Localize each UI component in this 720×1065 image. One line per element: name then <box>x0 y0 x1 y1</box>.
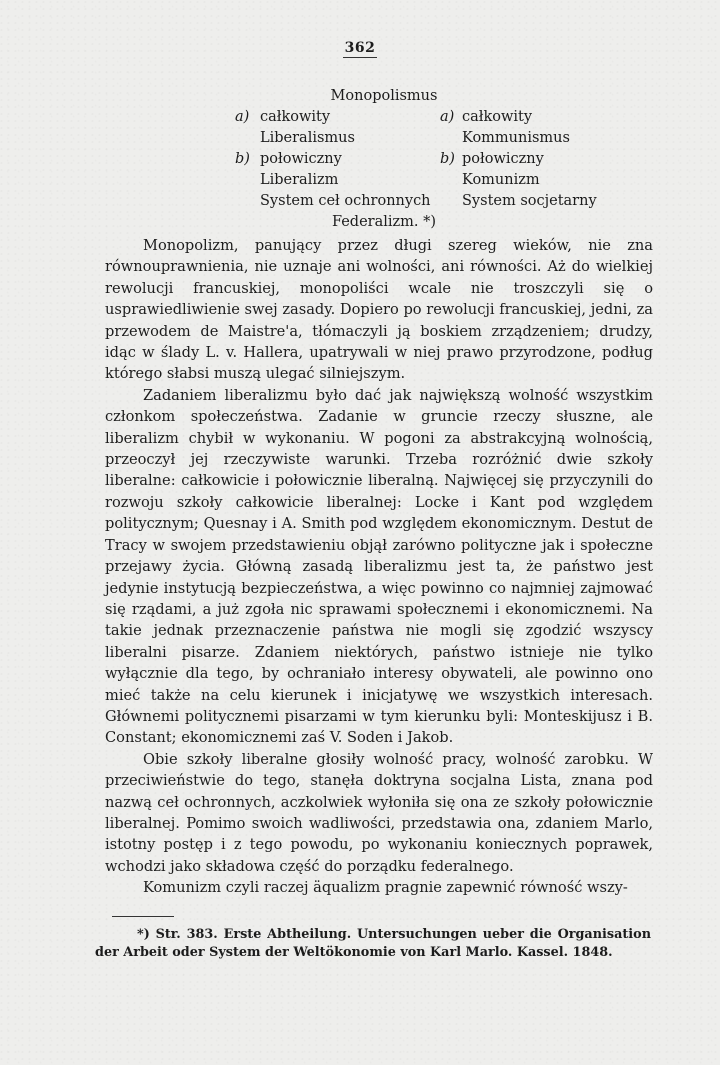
scheme-row-b-items-1 <box>0 170 720 191</box>
body-text <box>105 235 653 899</box>
left-a-label: całkowity <box>260 109 331 125</box>
left-a-item: Liberalismus <box>260 130 355 146</box>
paragraph: Obie szkoły liberalne głosiły wolność pracy, wolność zarobku. W przeciwieństwie do tego, stanęła doktryna socjalna Lista, znana pod nazwą ceł ochronnych, aczkolwiek wyłoniła się ona ze szkoły połowicznie liberalnej. Pomimo swoich wadliwości, przedstawia ona, zdaniem Marlo, istotny postęp i z tego powodu, po wykonaniu koniecznych poprawek, wchodzi jako składowa część do porządku federalnego. <box>105 750 653 875</box>
right-a-item: Kommunismus <box>462 130 570 146</box>
left-b-item2: System ceł ochronnych <box>260 193 431 209</box>
left-a-mark: a) <box>235 109 250 125</box>
right-b-item1: Komunizm <box>462 172 540 188</box>
scheme-title-row <box>0 86 720 107</box>
scheme-row-b <box>0 149 720 170</box>
paragraph: Komunizm czyli raczej äqualizm pragnie zapewnić równość wszy- <box>143 879 628 897</box>
paragraph: Monopolizm, panujący przez długi szereg wieków, nie zna równouprawnienia, nie uznaje ani wolności, ani równości. Aż do wielkiej rewolucji francuskiej, monopoliści wcale nie troszczyli się o usprawiedliwienie swej zasady. Dopiero po rewolucji francuskiej, jedni, za przewodem de Maistre'a, tłómaczyli ją boskiem zrządzeniem; drudzy, idąc w ślady L. v. Hallera, upatrywali w niej prawo przyrodzone, podług którego słabsi muszą ulegać silniejszym. <box>105 237 653 383</box>
scheme-bottom: Federalizm. *) <box>331 214 437 230</box>
page-number: 362 <box>344 40 376 56</box>
footnote: *) Str. 383. Erste Abtheilung. Untersuchungen ueber die Organisation der Arbeit oder System der Weltökonomie von Karl Marlo. Kassel. 1848. <box>95 927 651 960</box>
right-a-label: całkowity <box>462 109 533 125</box>
paragraph: Zadaniem liberalizmu było dać jak największą wolność wszystkim członkom społeczeństwa. Zadanie w gruncie rzeczy słuszne, ale liberalizm chybił w wykonaniu. W pogoni za abstrakcyjną wolnością, przeoczył jej rzeczywiste warunki. Trzeba rozróżnić dwie szkoły liberalne: całkowicie i połowicznie liberalną. Najwięcej się przyczynili do rozwoju szkoły całkowicie liberalnej: Locke i Kant pod względem politycznym; Quesnay i A. Smith pod względem ekonomicznym. Destut de Tracy w swojem przedstawieniu objął zarówno polityczne jak i społeczne przejawy życia. Główną zasadą liberalizmu jest ta, że państwo jest jedynie instytucją bezpieczeństwa, a więc powinno co najmniej zajmować się rządami, a już zgoła nic sprawami społecznemi i ekonomicznemi. Na takie jednak przeznaczenie państwa nie mogli się zgodzić wszyscy liberalni pisarze. Zdaniem niektórych, państwo istnieje nie tylko wyłącznie dla tego, by ochraniało interesy obywateli, ale powinno ono mieć także na celu kierunek i inicjatywę we wszystkich interesach. Głównemi politycznemi pisarzami w tym kierunku byli: Monteskijusz i B. Constant; ekonomicznemi zaś V. Soden i Jakob. <box>105 386 653 747</box>
right-b-item2: System socjetarny <box>462 193 597 209</box>
classification-scheme <box>0 86 720 233</box>
left-b-label: połowiczny <box>260 151 342 167</box>
footnote-divider <box>112 916 174 917</box>
scheme-title: Monopolismus <box>330 88 438 104</box>
scheme-bottom-row <box>0 212 720 233</box>
left-b-mark: b) <box>235 151 250 167</box>
scheme-row-a-items <box>0 128 720 149</box>
left-b-item1: Liberalizm <box>260 172 339 188</box>
right-b-mark: b) <box>440 151 455 167</box>
scheme-row-b-items-2 <box>0 191 720 212</box>
right-b-label: połowiczny <box>462 151 544 167</box>
right-a-mark: a) <box>440 109 455 125</box>
scheme-row-a <box>0 107 720 128</box>
